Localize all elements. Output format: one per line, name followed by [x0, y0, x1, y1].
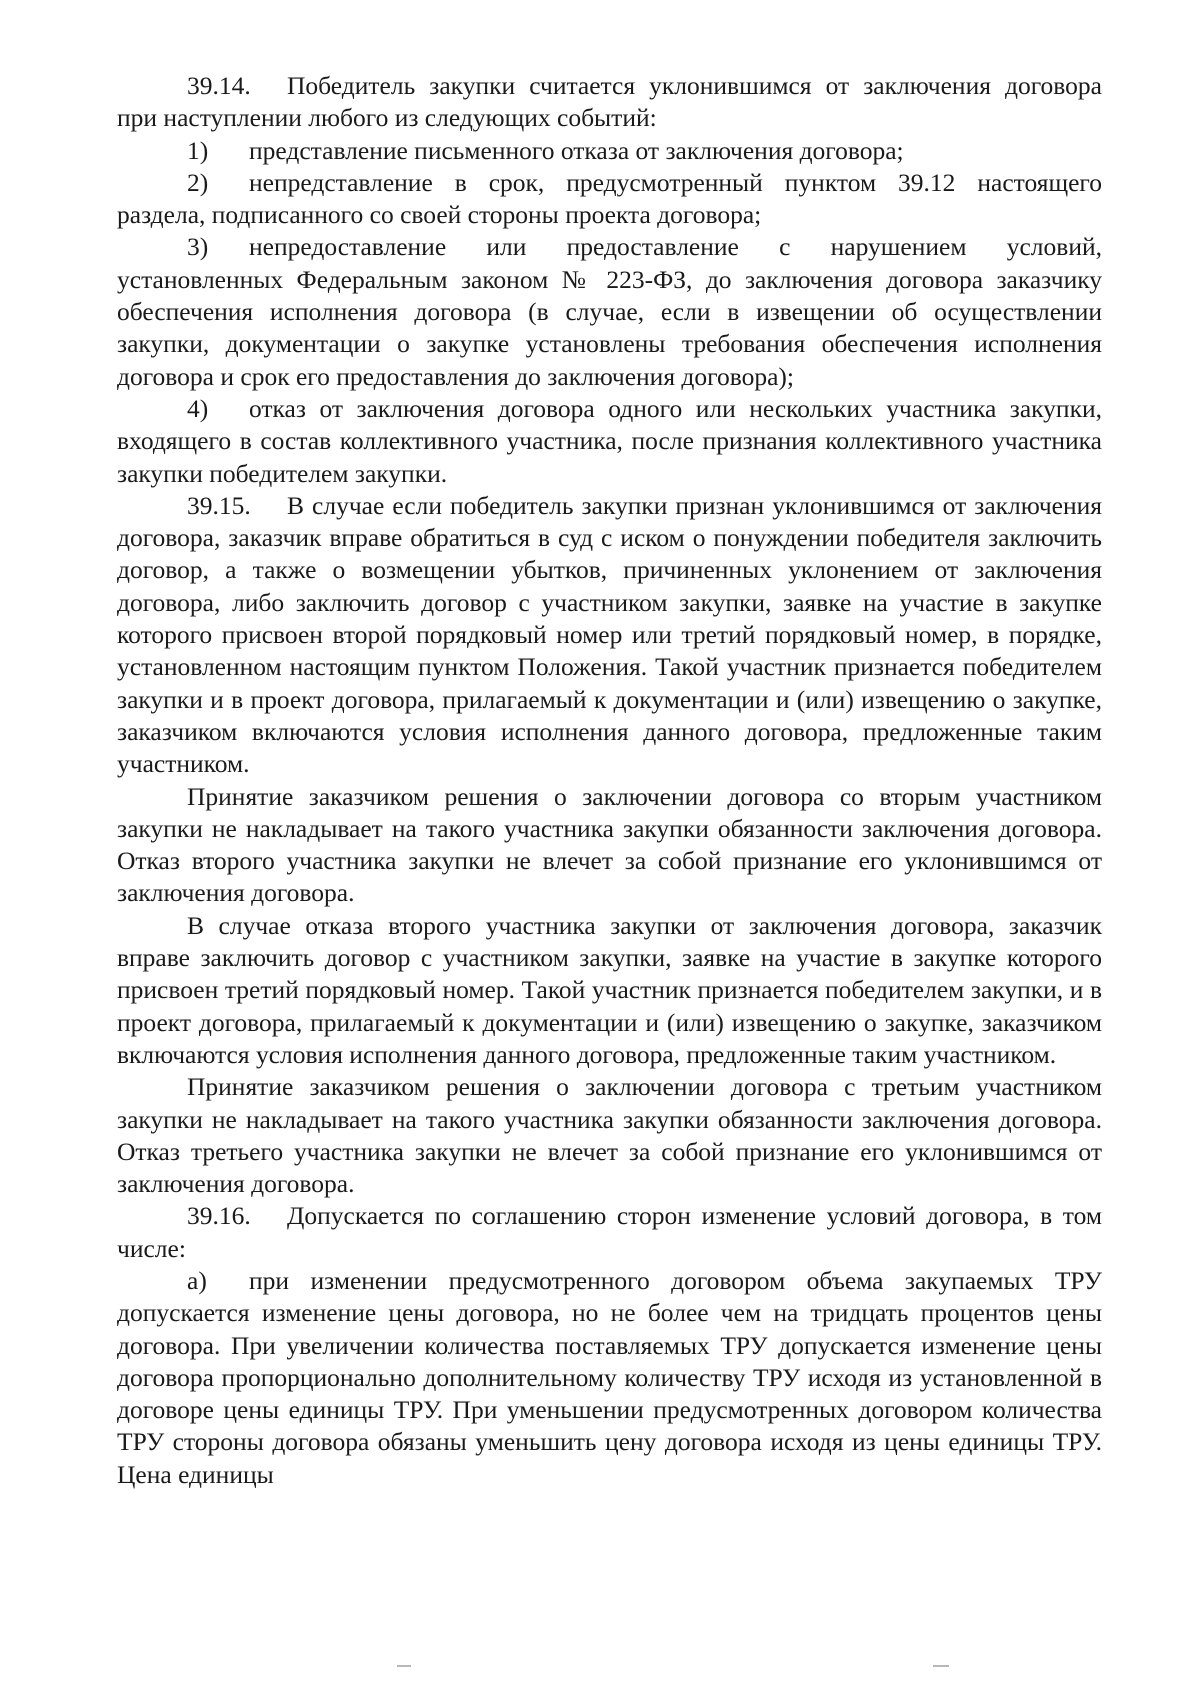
paragraph-text: представление письменного отказа от заключения договора; [249, 135, 904, 165]
scan-mark-right [933, 1665, 949, 1667]
paragraph-second-refusal [117, 910, 1102, 1071]
list-item-2 [117, 167, 1102, 232]
paragraph-text: отказ от заключения договора одного или нескольких участника закупки, входящего в состав коллективного участника, после признания коллективного участника закупки победителем закупки. [117, 393, 1102, 488]
list-marker: 1) [187, 135, 209, 165]
paragraph-third-participant [117, 1071, 1102, 1200]
document-page [117, 70, 1102, 1491]
paragraph-text: Победитель закупки считается уклонившимся от заключения договора при наступлении любого из следующих событий: [117, 71, 1102, 133]
scan-mark-left [397, 1665, 411, 1667]
paragraph-text: Допускается по соглашению сторон изменение условий договора, в том числе: [117, 1201, 1102, 1263]
paragraph-second-participant [117, 781, 1102, 910]
list-item-4 [117, 393, 1102, 490]
list-marker: 4) [187, 393, 209, 423]
paragraph-text: непредоставление или предоставление с нарушением условий, установленных Федеральным законом № 223-ФЗ, до заключения договора заказчику обеспечения исполнения договора (в случае, если в извещении об осуществлении закупки, документации о закупке установлены требования обеспечения исполнения договора и срок его предоставления до заключения договора); [117, 232, 1102, 391]
paragraph-text: непредставление в срок, предусмотренный пунктом 39.12 настоящего раздела, подписанного со своей стороны проекта договора; [117, 167, 1102, 230]
paragraph-text: Принятие заказчиком решения о заключении договора со вторым участником закупки не накладывает на такого участника закупки обязанности заключения договора. Отказ второго участника закупки не влечет за собой признание его уклонившимся от заключения договора. [117, 781, 1102, 908]
paragraph-text: Принятие заказчиком решения о заключении договора с третьим участником закупки не накладывает на такого участника закупки обязанности заключения договора. Отказ третьего участника закупки не влечет за собой признание его уклонившимся от заключения договора. [117, 1072, 1102, 1199]
list-marker: а) [187, 1265, 207, 1295]
paragraph-text: при изменении предусмотренного договором объема закупаемых ТРУ допускается изменение цены договора, но не более чем на тридцать процентов цены договора. При увеличении количества поставляемых ТРУ допускается изменение цены договора пропорционально дополнительному количеству ТРУ исходя из установленной в договоре цены единицы ТРУ. При уменьшении предусмотренных договором количества ТРУ стороны договора обязаны уменьшить цену договора исходя из цены единицы ТРУ. Цена единицы [117, 1265, 1102, 1489]
paragraph-39-15 [117, 490, 1102, 781]
list-item-1 [117, 135, 1102, 167]
list-item-a [117, 1265, 1102, 1491]
clause-number: 39.16. [187, 1201, 251, 1231]
paragraph-text: В случае отказа второго участника закупки от заключения договора, заказчик вправе заключить договор с участником закупки, заявке на участие в закупке которого присвоен третий порядковый номер. Такой участник признается победителем закупки, и в проект договора, прилагаемый к документации и (или) извещению о закупке, заказчиком включаются условия исполнения данного договора, предложенные таким участником. [117, 910, 1102, 1069]
list-item-3 [117, 231, 1102, 392]
list-marker: 2) [187, 167, 209, 197]
paragraph-39-16 [117, 1200, 1102, 1265]
paragraph-39-14 [117, 70, 1102, 135]
list-marker: 3) [187, 232, 209, 262]
clause-number: 39.14. [187, 71, 251, 100]
clause-number: 39.15. [187, 490, 251, 520]
paragraph-text: В случае если победитель закупки признан уклонившимся от заключения договора, заказчик вправе обратиться в суд с иском о понуждении победителя заключить договор, а также о возмещении убытков, причиненных уклонением от заключения договора, либо заключить договор с участником закупки, заявке на участие в закупке которого присвоен второй порядковый номер или третий порядковый номер, в порядке, установленном настоящим пунктом Положения. Такой участник признается победителем закупки и в проект договора, прилагаемый к документации и (или) извещению о закупке, заказчиком включаются условия исполнения данного договора, предложенные таким участником. [117, 490, 1102, 779]
